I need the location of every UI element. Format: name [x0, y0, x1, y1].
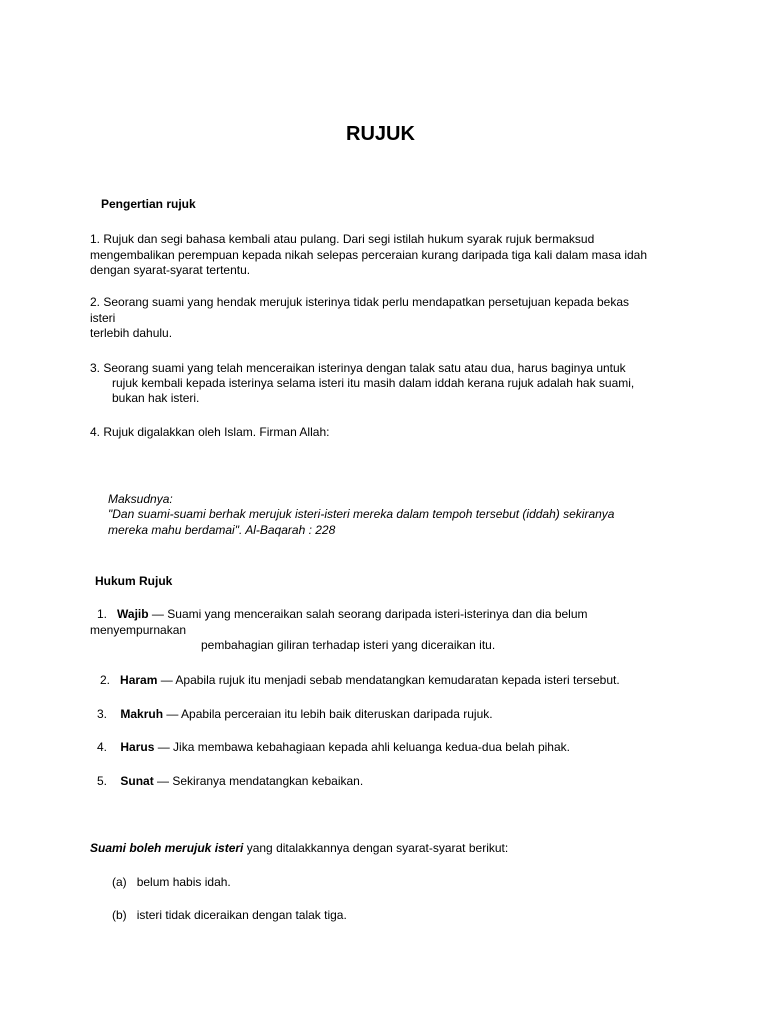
- condition-text: isteri tidak diceraikan dengan talak tiga.: [136, 908, 347, 922]
- hukum-item-1-line-3: pembahagian giliran terhadap isteri yang diceraikan itu.: [201, 638, 496, 652]
- paragraph-1-line-3: dengan syarat-syarat tertentu.: [90, 263, 251, 277]
- hukum-item-number: 4.: [97, 740, 108, 754]
- paragraph-2-line-2: isteri: [90, 311, 116, 325]
- syarat-intro: [90, 840, 508, 856]
- condition-b: [112, 907, 347, 923]
- hukum-item-number: 3.: [97, 707, 108, 721]
- syarat-intro-emphasis: Suami boleh merujuk isteri: [90, 841, 244, 855]
- section-heading-hukum: Hukum Rujuk: [95, 574, 173, 588]
- hukum-item-term: Harus: [120, 740, 155, 754]
- hukum-item-desc: — Jika membawa kebahagiaan kepada ahli keluanga kedua-dua belah pihak.: [154, 740, 570, 754]
- hukum-item-desc: — Apabila rujuk itu menjadi sebab mendatangkan kemudaratan kepada isteri tersebut.: [157, 673, 620, 687]
- page-title: RUJUK: [346, 123, 415, 145]
- hukum-item-number: 1.: [97, 607, 108, 621]
- paragraph-4: 4. Rujuk digalakkan oleh Islam. Firman Allah:: [90, 425, 330, 439]
- syarat-intro-rest: yang ditalakkannya dengan syarat-syarat berikut:: [243, 841, 509, 855]
- quote-line-1: "Dan suami-suami berhak merujuk isteri-isteri mereka dalam tempoh tersebut (iddah) sekiranya: [108, 507, 615, 521]
- hukum-item-term: Haram: [120, 673, 158, 687]
- hukum-item-number: 5.: [97, 774, 108, 788]
- hukum-item-number: 2.: [100, 673, 111, 687]
- hukum-item-term: Sunat: [120, 774, 154, 788]
- hukum-item-desc: — Suami yang menceraikan salah seorang daripada isteri-isterinya dan dia belum: [148, 607, 588, 621]
- condition-text: belum habis idah.: [136, 875, 231, 889]
- hukum-item-1: [97, 606, 588, 622]
- paragraph-3-line-2: rujuk kembali kepada isterinya selama isteri itu masih dalam iddah kerana rujuk adalah hak suami,: [112, 376, 635, 390]
- hukum-item-5: [97, 773, 363, 789]
- hukum-item-3: [97, 706, 493, 722]
- condition-a: [112, 874, 231, 890]
- quote-label: Maksudnya:: [108, 492, 173, 506]
- paragraph-1-line-2: mengembalikan perempuan kepada nikah selepas perceraian kurang daripada tiga kali dalam masa idah: [90, 248, 648, 262]
- hukum-item-term: Makruh: [120, 707, 164, 721]
- hukum-item-desc: — Apabila perceraian itu lebih baik diteruskan daripada rujuk.: [163, 707, 493, 721]
- paragraph-3-line-1: 3. Seorang suami yang telah menceraikan isterinya dengan talak satu atau dua, harus baginya untuk: [90, 361, 626, 375]
- hukum-item-1-line-2: menyempurnakan: [90, 623, 187, 637]
- condition-label: (a): [112, 875, 127, 889]
- hukum-item-2: [100, 672, 620, 688]
- hukum-item-desc: — Sekiranya mendatangkan kebaikan.: [153, 774, 364, 788]
- quote-line-2: mereka mahu berdamai". Al-Baqarah : 228: [108, 523, 336, 537]
- paragraph-2-line-3: terlebih dahulu.: [90, 326, 173, 340]
- paragraph-1-line-1: 1. Rujuk dan segi bahasa kembali atau pulang. Dari segi istilah hukum syarak rujuk bermaksud: [90, 232, 595, 246]
- hukum-item-4: [97, 739, 570, 755]
- condition-label: (b): [112, 908, 127, 922]
- paragraph-3-line-3: bukan hak isteri.: [112, 391, 200, 405]
- paragraph-2-line-1: 2. Seorang suami yang hendak merujuk isterinya tidak perlu mendapatkan persetujuan kepada bekas: [90, 295, 630, 309]
- hukum-item-term: Wajib: [117, 607, 149, 621]
- section-heading-pengertian: Pengertian rujuk: [101, 197, 196, 211]
